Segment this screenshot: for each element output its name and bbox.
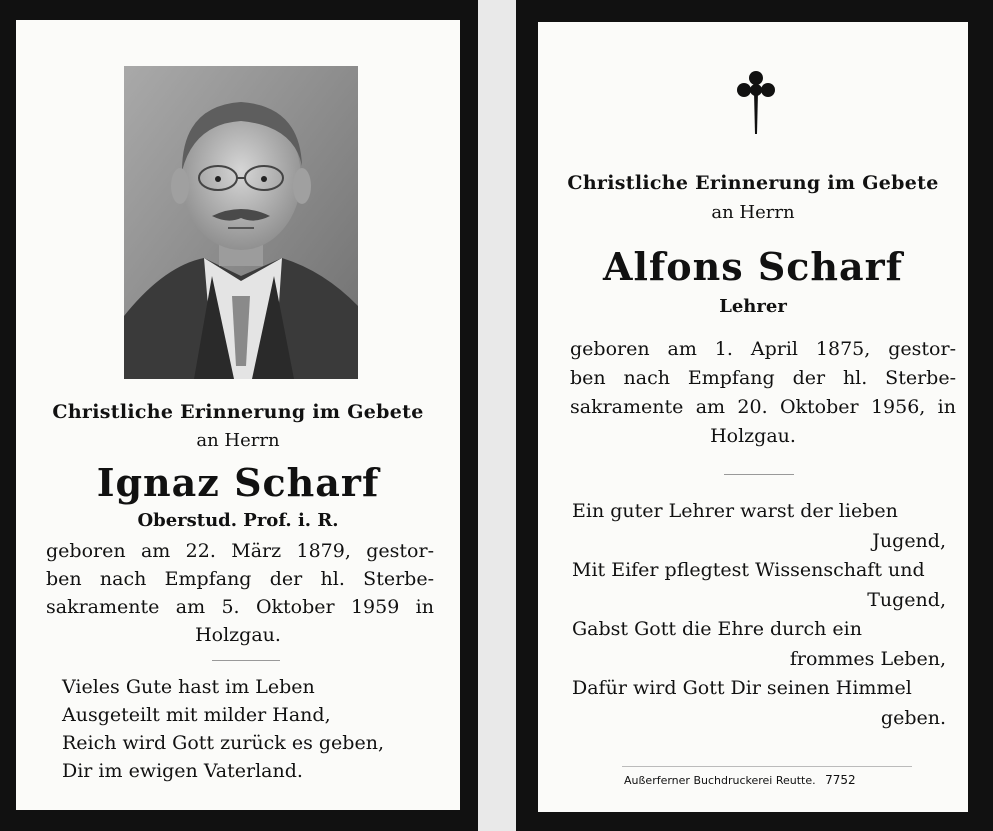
- right-bio-line-1: geboren am 1. April 1875, gestor-: [570, 338, 956, 360]
- left-bio-line-2: ben nach Empfang der hl. Sterbe-: [46, 568, 434, 590]
- left-deceased-title: Oberstud. Prof. i. R.: [137, 510, 339, 531]
- left-bio-place: Holzgau.: [195, 624, 281, 646]
- portrait-illustration: [124, 66, 358, 379]
- cross-icon: [734, 68, 778, 136]
- printer-imprint: [624, 773, 856, 787]
- left-divider: [212, 660, 280, 661]
- left-poem-line-4: Dir im ewigen Vaterland.: [62, 760, 303, 782]
- right-poem-line-3: Mit Eifer pflegtest Wissenschaft und: [572, 559, 925, 581]
- right-divider: [724, 474, 794, 475]
- print-number: 7752: [825, 773, 856, 787]
- left-an-herrn: an Herrn: [196, 430, 280, 451]
- right-poem-line-7: Dafür wird Gott Dir seinen Himmel: [572, 677, 912, 699]
- left-bio-line-3: sakramente am 5. Oktober 1959 in: [46, 596, 434, 618]
- right-poem-line-6: frommes Leben,: [789, 648, 946, 670]
- left-deceased-name: Ignaz Scharf: [96, 460, 380, 505]
- right-poem-line-4: Tugend,: [867, 589, 946, 611]
- left-poem-line-1: Vieles Gute hast im Leben: [62, 676, 315, 698]
- right-heading: Christliche Erinnerung im Gebete: [567, 172, 939, 194]
- right-memorial-card: [516, 0, 993, 831]
- right-bio-line-2: ben nach Empfang der hl. Sterbe-: [570, 367, 956, 389]
- printer-name: Außerferner Buchdruckerei Reutte.: [624, 774, 816, 787]
- right-an-herrn: an Herrn: [711, 202, 795, 223]
- left-heading: Christliche Erinnerung im Gebete: [52, 401, 424, 423]
- portrait-photo: [124, 66, 358, 379]
- left-poem-line-2: Ausgeteilt mit milder Hand,: [62, 704, 331, 726]
- right-deceased-name: Alfons Scharf: [602, 244, 904, 289]
- left-poem-line-3: Reich wird Gott zurück es geben,: [62, 732, 384, 754]
- right-poem-line-8: geben.: [880, 707, 946, 729]
- right-bio-line-3: sakramente am 20. Oktober 1956, in: [570, 396, 956, 418]
- footer-rule: [622, 766, 912, 767]
- left-card-paper: [16, 20, 460, 810]
- left-memorial-card: [0, 0, 478, 831]
- right-poem-line-2: Jugend,: [872, 530, 946, 552]
- right-card-paper: [538, 22, 968, 812]
- left-bio-line-1: geboren am 22. März 1879, gestor-: [46, 540, 434, 562]
- right-bio-place: Holzgau.: [710, 425, 796, 447]
- right-deceased-title: Lehrer: [719, 296, 787, 317]
- right-poem-line-5: Gabst Gott die Ehre durch ein: [572, 618, 862, 640]
- right-poem-line-1: Ein guter Lehrer warst der lieben: [572, 500, 898, 522]
